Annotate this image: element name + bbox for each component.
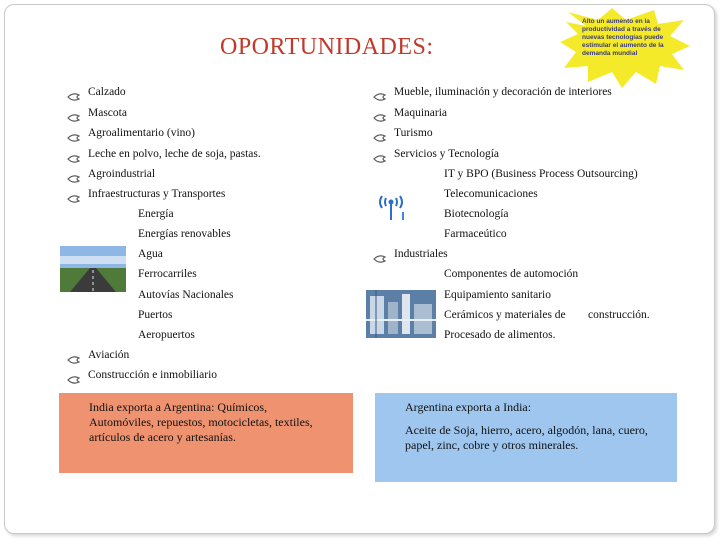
leaf-bullet-icon [373, 130, 387, 140]
sub-list-item: IT y BPO (Business Process Outsourcing) [444, 168, 638, 180]
argentina-body: Aceite de Soja, hierro, acero, algodón, lana, cuero, papel, zinc, cobre y otros minerales. [405, 423, 648, 452]
sub-list-item: Componentes de automoción [444, 268, 579, 280]
list-item: Mueble, iluminación y decoración de interiores [394, 86, 612, 98]
sub-list-item: Puertos [138, 309, 173, 321]
sub-list-item: Autovías Nacionales [138, 289, 234, 301]
sub-list-item: Procesado de alimentos. [444, 329, 556, 341]
leaf-bullet-icon [373, 151, 387, 161]
argentina-exports-box: Argentina exporta a India: Aceite de Soja, hierro, acero, algodón, lana, cuero, papel, zinc, cobre y otros minerales. [375, 393, 677, 482]
leaf-bullet-icon [67, 352, 81, 362]
list-item: Agroalimentario (vino) [88, 127, 195, 139]
leaf-bullet-icon [67, 171, 81, 181]
leaf-bullet-icon [373, 89, 387, 99]
argentina-heading: Argentina exporta a India [405, 400, 528, 414]
list-item: Turismo [394, 127, 433, 139]
slide-title: OPORTUNIDADES: [220, 34, 434, 60]
sub-list-item: Aeropuertos [138, 329, 195, 341]
sub-list-item: Biotecnología [444, 208, 509, 220]
antenna-icon [376, 190, 406, 222]
leaf-bullet-icon [373, 251, 387, 261]
list-item: Mascota [88, 107, 127, 119]
sub-list-item: Ferrocarriles [138, 268, 197, 280]
road-photo [60, 246, 126, 292]
leaf-bullet-icon [67, 130, 81, 140]
india-exports-box: India exporta a Argentina: Químicos, Automóviles, repuestos, motocicletas, textiles, artículos de acero y artesanías. [59, 393, 353, 473]
list-item: Servicios y Tecnología [394, 148, 500, 160]
list-item: Maquinaria [394, 107, 448, 119]
sub-list-item: construcción. [588, 309, 650, 321]
list-item: Infraestructuras y Transportes [88, 188, 226, 200]
sub-list-item: Cerámicos y materiales de [444, 309, 566, 321]
india-body: Automóviles, repuestos, motocicletas, textiles, artículos de acero y artesanías. [89, 415, 313, 444]
list-item: Industriales [394, 248, 448, 260]
list-item: Agroindustrial [88, 168, 156, 180]
leaf-bullet-icon [373, 110, 387, 120]
leaf-bullet-icon [67, 110, 81, 120]
list-item: Leche en polvo, leche de soja, pastas. [88, 148, 261, 160]
list-item: Construcción e inmobiliario [88, 369, 218, 381]
leaf-bullet-icon [67, 89, 81, 99]
sub-list-item: Farmaceútico [444, 228, 507, 240]
leaf-bullet-icon [67, 151, 81, 161]
india-heading: India exporta a Argentina [89, 400, 212, 414]
list-item: Calzado [88, 86, 126, 98]
factory-photo [366, 290, 436, 338]
sub-list-item: Telecomunicaciones [444, 188, 538, 200]
india-body-first: Químicos, [214, 400, 268, 414]
burst-text: Alto un aumento en la productividad a través de nuevas tecnologías puede estimular el aumento de la demanda mundial [582, 18, 664, 57]
leaf-bullet-icon [67, 191, 81, 201]
sub-list-item: Agua [138, 248, 163, 260]
sub-list-item: Energías renovables [138, 228, 231, 240]
leaf-bullet-icon [67, 372, 81, 382]
sub-list-item: Equipamiento sanitario [444, 289, 551, 301]
sub-list-item: Energía [138, 208, 174, 220]
list-item: Aviación [88, 349, 130, 361]
